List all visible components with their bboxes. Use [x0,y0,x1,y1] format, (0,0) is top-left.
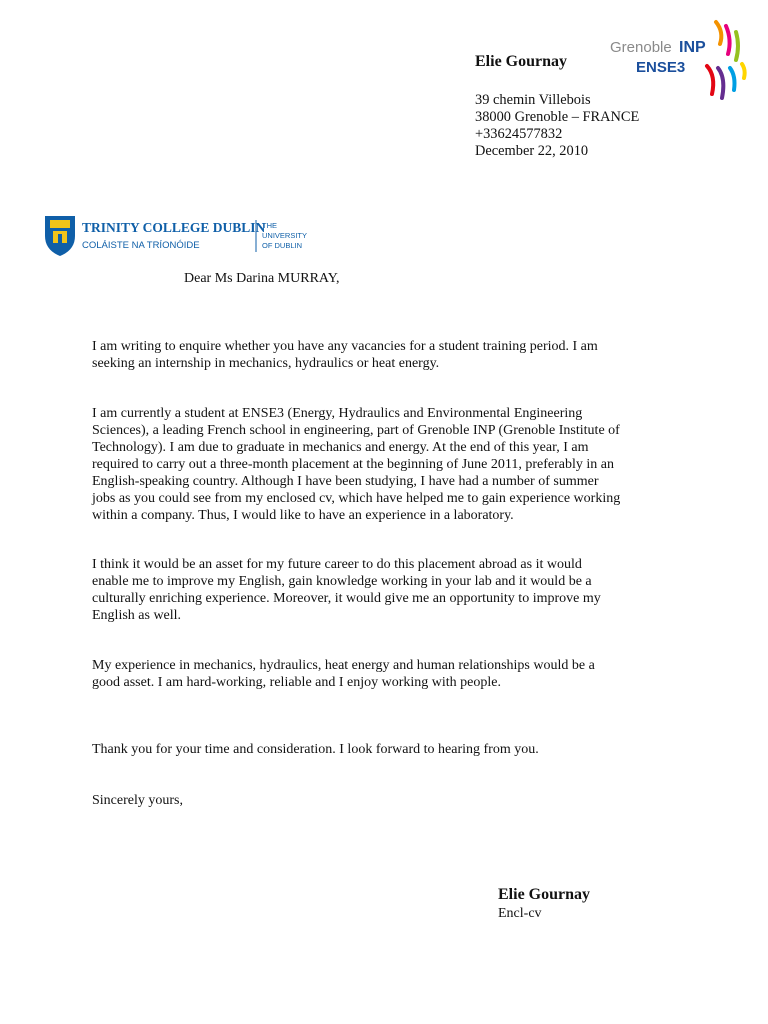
address-street: 39 chemin Villebois [475,92,591,108]
paragraph-line: culturally enriching experience. Moreover, it would give me an opportunity to improve my [92,591,601,606]
paragraph-line: I think it would be an asset for my future career to do this placement abroad as it would [92,557,582,572]
paragraph-4 [92,657,692,691]
paragraph-line: English-speaking country. Although I have been studying, I have had a number of summer [92,474,599,489]
paragraph-2 [92,405,692,524]
logo-inp-arcs-icon [707,22,745,98]
paragraph-line: enable me to improve my English, gain knowledge working in your lab and it would be a [92,574,592,589]
sender-address [475,92,639,160]
signature-name: Elie Gournay [498,886,591,903]
tcd-crest-icon [45,216,75,256]
logo-inp-city: Grenoble [610,39,672,56]
paragraph-5 [92,741,692,758]
paragraph-line: good asset. I am hard-working, reliable and I enjoy working with people. [92,675,502,690]
paragraph-3 [92,556,692,624]
logo-inp-mark: INP [679,39,706,56]
paragraph-1 [92,338,692,372]
enclosure-note: Encl-cv [498,906,542,921]
paragraph-line: within a company. Thus, I would like to have an experience in a laboratory. [92,508,514,523]
paragraph-line: English as well. [92,608,182,623]
address-city: 38000 Grenoble – FRANCE [475,109,640,125]
sender-name: Elie Gournay [475,53,568,70]
tcd-univ-line-1: THE [262,221,277,230]
letter-date: December 22, 2010 [475,143,589,159]
paragraph-line: jobs as you could see from my enclosed cv, which have helped me to gain experience working [92,491,621,506]
closing: Sincerely yours, [92,793,183,808]
paragraph-line: Technology). I am due to graduate in mechanics and energy. At the end of this year, I am [92,440,589,455]
paragraph-line: seeking an internship in mechanics, hydraulics or heat energy. [92,356,440,371]
paragraph-line: My experience in mechanics, hydraulics, heat energy and human relationships would be a [92,658,595,673]
grenoble-inp-logo [608,18,748,100]
address-phone: +33624577832 [475,126,563,142]
tcd-name: TRINITY COLLEGE DUBLIN [82,220,266,235]
paragraph-line: I am currently a student at ENSE3 (Energy, Hydraulics and Environmental Engineering [92,406,583,421]
tcd-irish-name: COLÁISTE NA TRÍONÓIDE [82,240,200,251]
paragraph-line: required to carry out a three-month placement at the beginning of June 2011, preferably in an [92,457,614,472]
tcd-univ-line-2: UNIVERSITY [262,231,308,240]
paragraph-line: Sciences), a leading French school in engineering, part of Grenoble INP (Grenoble Institute of [92,423,620,438]
logo-inp-school: ENSE3 [636,59,686,76]
trinity-college-dublin-logo [44,214,316,258]
salutation: Dear Ms Darina MURRAY, [184,271,340,286]
tcd-univ-line-3: OF DUBLIN [262,241,303,250]
paragraph-line: Thank you for your time and consideration. I look forward to hearing from you. [92,742,539,757]
paragraph-line: I am writing to enquire whether you have any vacancies for a student training period. I am [92,339,598,354]
